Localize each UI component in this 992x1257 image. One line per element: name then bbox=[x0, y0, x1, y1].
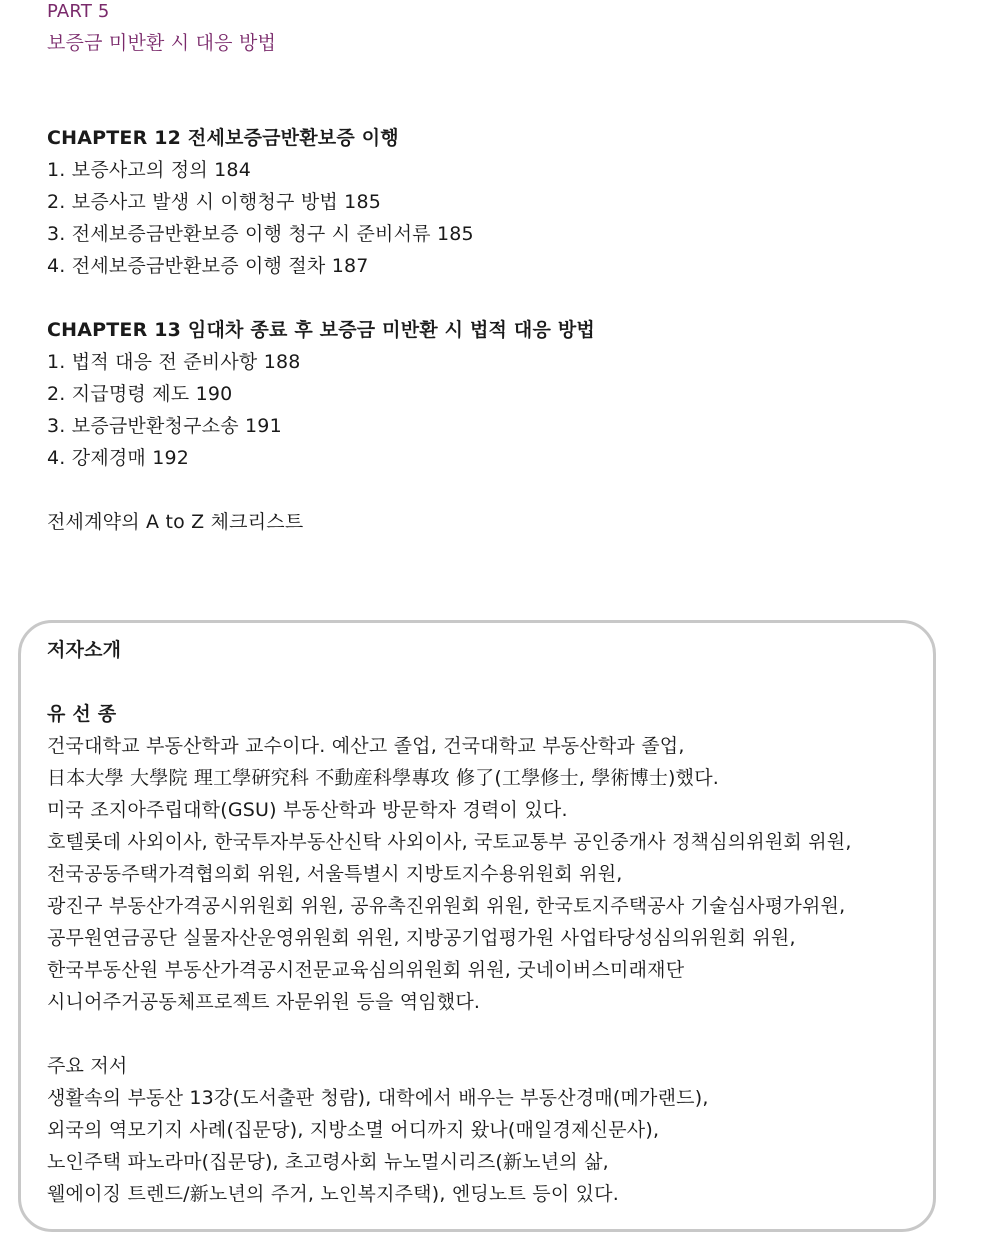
author-section-title: 저자소개 bbox=[47, 639, 122, 661]
author-bio-line: 호텔롯데 사외이사, 한국투자부동산신탁 사외이사, 국토교통부 공인중개사 정책심의위원회 위원, bbox=[47, 831, 852, 853]
author-bio-line: 공무원연금공단 실물자산운영위원회 위원, 지방공기업평가원 사업타당성심의위원회 위원, bbox=[47, 927, 796, 949]
works-title: 주요 저서 bbox=[47, 1055, 128, 1077]
toc-item: 4. 강제경매 192 bbox=[47, 447, 190, 469]
author-bio-line: 광진구 부동산가격공시위원회 위원, 공유촉진위원회 위원, 한국토지주택공사 기술심사평가위원, bbox=[47, 895, 846, 917]
works-line: 외국의 역모기지 사례(집문당), 지방소멸 어디까지 왔나(매일경제신문사), bbox=[47, 1119, 660, 1141]
author-bio-line: 日本大學 大學院 理工學硏究科 不動産科學專攻 修了(工學修士, 學術博士)했다. bbox=[47, 767, 720, 789]
toc-item: 2. 지급명령 제도 190 bbox=[47, 383, 233, 405]
author-bio-line: 한국부동산원 부동산가격공시전문교육심의위원회 위원, 굿네이버스미래재단 bbox=[47, 959, 685, 981]
part-title: 보증금 미반환 시 대응 방법 bbox=[47, 32, 277, 54]
works-line: 생활속의 부동산 13강(도서출판 청람), 대학에서 배우는 부동산경매(메가랜드), bbox=[47, 1087, 709, 1109]
author-bio-line: 전국공동주택가격협의회 위원, 서울특별시 지방토지수용위원회 위원, bbox=[47, 863, 623, 885]
toc-item: 3. 보증금반환청구소송 191 bbox=[47, 415, 282, 437]
author-bio-line: 건국대학교 부동산학과 교수이다. 예산고 졸업, 건국대학교 부동산학과 졸업, bbox=[47, 735, 685, 757]
author-name: 유 선 종 bbox=[47, 703, 117, 725]
works-line: 노인주택 파노라마(집문당), 초고령사회 뉴노멀시리즈(新노년의 삶, bbox=[47, 1151, 609, 1173]
toc-item: 1. 보증사고의 정의 184 bbox=[47, 159, 251, 181]
chapter-13-title: CHAPTER 13 임대차 종료 후 보증금 미반환 시 법적 대응 방법 bbox=[47, 319, 595, 341]
part-label: PART 5 bbox=[47, 1, 110, 22]
author-bio-line: 시니어주거공동체프로젝트 자문위원 등을 역임했다. bbox=[47, 991, 481, 1013]
checklist-title: 전세계약의 A to Z 체크리스트 bbox=[47, 511, 304, 533]
toc-item: 2. 보증사고 발생 시 이행청구 방법 185 bbox=[47, 191, 382, 213]
works-line: 웰에이징 트렌드/新노년의 주거, 노인복지주택), 엔딩노트 등이 있다. bbox=[47, 1183, 619, 1205]
chapter-12-title: CHAPTER 12 전세보증금반환보증 이행 bbox=[47, 127, 399, 149]
toc-item: 4. 전세보증금반환보증 이행 절차 187 bbox=[47, 255, 369, 277]
author-bio-line: 미국 조지아주립대학(GSU) 부동산학과 방문학자 경력이 있다. bbox=[47, 799, 568, 821]
toc-item: 3. 전세보증금반환보증 이행 청구 시 준비서류 185 bbox=[47, 223, 474, 245]
toc-item: 1. 법적 대응 전 준비사항 188 bbox=[47, 351, 301, 373]
